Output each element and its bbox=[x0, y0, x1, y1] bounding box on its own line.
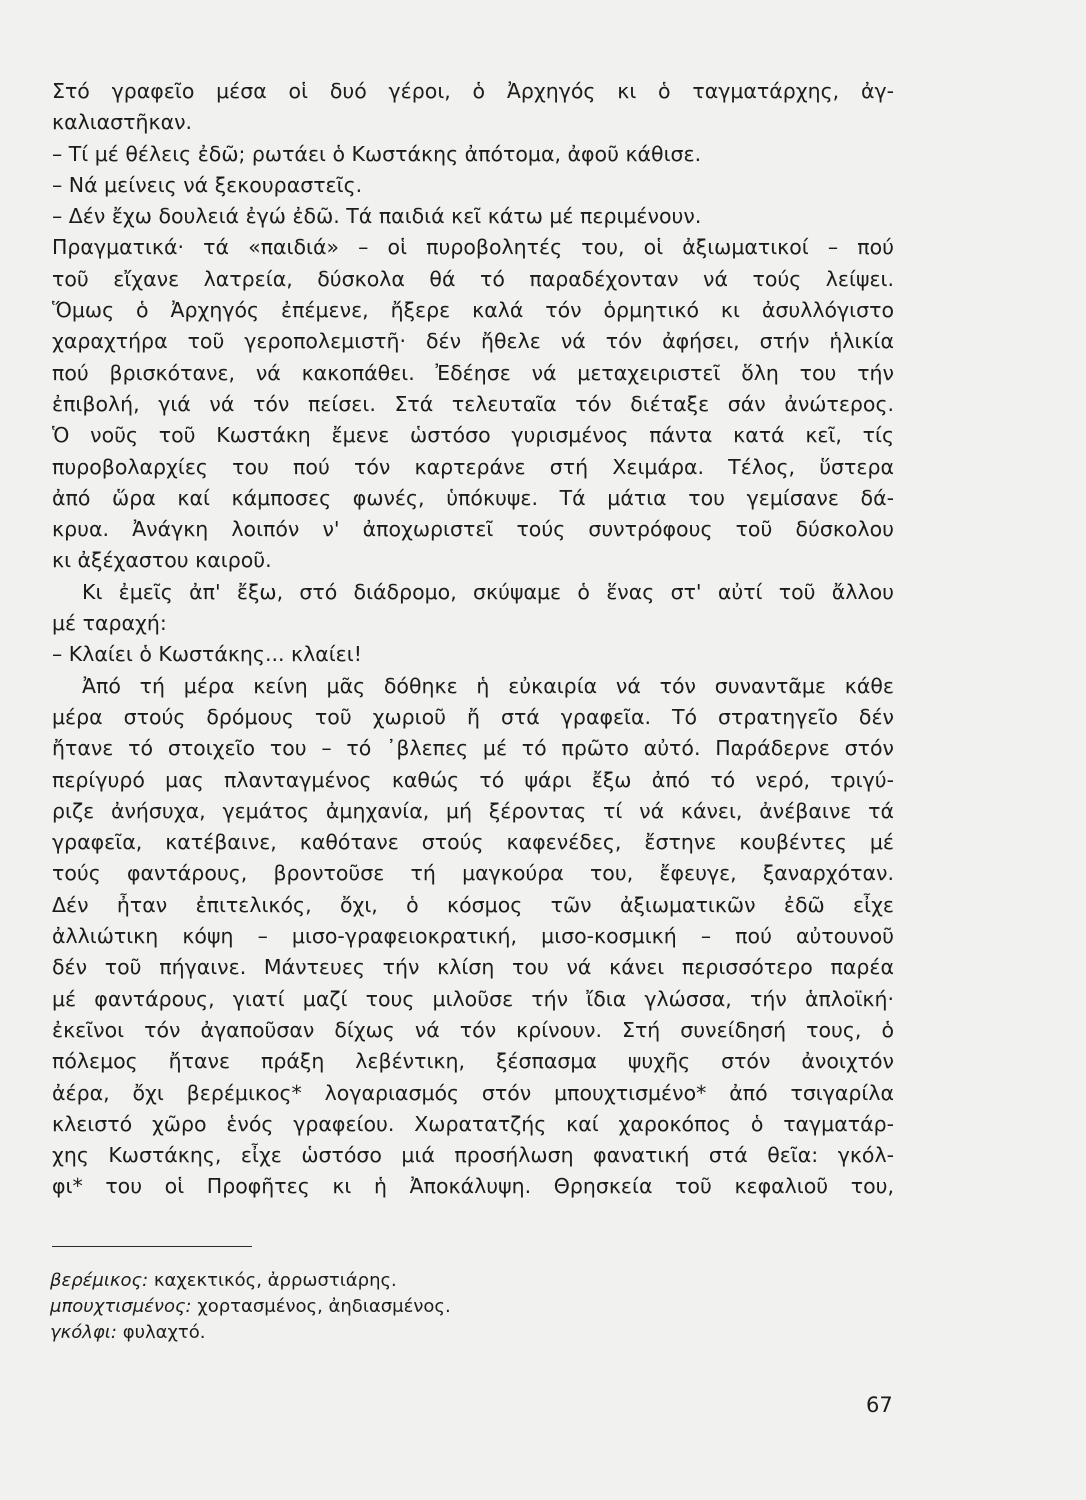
text-line: μέ ταραχή: bbox=[52, 611, 167, 636]
text-line: – Τί μέ θέλεις ἐδῶ; ρωτάει ὁ Κωστάκης ἀπότομα, ἀφοῦ κάθισε. bbox=[52, 141, 702, 166]
text-line: ριζε ἀνήσυχα, γεμάτος ἀμηχανία, μή ξέροντας τί νά κάνει, ἀνέβαινε τά bbox=[52, 798, 894, 823]
text-line: μέρα στούς δρόμους τοῦ χωριοῦ ἤ στά γραφεῖα. Τό στρατηγεῖο δέν bbox=[52, 704, 894, 729]
text-line: δέν τοῦ πήγαινε. Μάντευες τήν κλίση του νά κάνει περισσότερο παρέα bbox=[52, 955, 894, 980]
footnote-term: βερέμικος: bbox=[50, 1270, 149, 1291]
text-line: ἤτανε τό στοιχεῖο του – τό ᾽βλεπες μέ τό πρῶτο αὐτό. Παράδερνε στόν bbox=[52, 736, 894, 761]
footnote-definition: φυλαχτό. bbox=[122, 1322, 206, 1343]
text-line: Ὁ νοῦς τοῦ Κωστάκη ἔμενε ὡστόσο γυρισμένος πάντα κατά κεῖ, τίς bbox=[52, 423, 894, 448]
footnote-definition: χορτασμένος, ἀηδιασμένος. bbox=[197, 1296, 451, 1317]
text-line: ἐκεῖνοι τόν ἀγαποῦσαν δίχως νά τόν κρίνουν. Στή συνείδησή τους, ὁ bbox=[52, 1017, 894, 1042]
footnote-definition: καχεκτικός, ἀρρωστιάρης. bbox=[153, 1270, 397, 1291]
text-line: καλιαστῆκαν. bbox=[52, 110, 193, 135]
text-line: φι* του οἱ Προφῆτες κι ἡ Ἀποκάλυψη. Θρησκεία τοῦ κεφαλιοῦ του, bbox=[52, 1174, 894, 1199]
text-line: Ὅμως ὁ Ἀρχηγός ἐπέμενε, ἤξερε καλά τόν ὁρμητικό κι ἀσυλλόγιστο bbox=[52, 298, 894, 323]
text-line: πυροβολαρχίες του πού τόν καρτεράνε στή Χειμάρα. Τέλος, ὕστερα bbox=[52, 454, 894, 479]
footnote bbox=[50, 1268, 750, 1294]
text-line: – Κλαίει ὁ Κωστάκης... κλαίει! bbox=[52, 642, 362, 667]
text-line: Ἀπό τή μέρα κείνη μᾶς δόθηκε ἡ εὐκαιρία νά τόν συναντᾶμε κάθε bbox=[82, 673, 894, 698]
text-line: χαραχτήρα τοῦ γεροπολεμιστῆ· δέν ἤθελε νά τόν ἀφήσει, στήν ἡλικία bbox=[52, 329, 894, 354]
text-line: – Νά μείνεις νά ξεκουραστεῖς. bbox=[52, 172, 363, 197]
text-line: ἀέρα, ὄχι βερέμικος* λογαριασμός στόν μπουχτισμένο* ἀπό τσιγαρίλα bbox=[52, 1080, 894, 1105]
footnote bbox=[50, 1294, 750, 1320]
text-line: ἀλλιώτικη κόψη – μισο-γραφειοκρατική, μισο-κοσμική – πού αὐτουνοῦ bbox=[52, 924, 894, 949]
text-line: Στό γραφεῖο μέσα οἱ δυό γέροι, ὁ Ἀρχηγός κι ὁ ταγματάρχης, ἀγ- bbox=[52, 79, 894, 103]
text-line: πόλεμος ἤτανε πράξη λεβέντικη, ξέσπασμα ψυχῆς στόν ἀνοιχτόν bbox=[52, 1049, 894, 1074]
text-line: κρυα. Ἀνάγκη λοιπόν ν' ἀποχωριστεῖ τούς συντρόφους τοῦ δύσκολου bbox=[52, 517, 894, 542]
text-line: κι ἀξέχαστου καιροῦ. bbox=[52, 548, 272, 573]
text-line: χης Κωστάκης, εἶχε ὡστόσο μιά προσήλωση φανατική στά θεῖα: γκόλ- bbox=[52, 1143, 894, 1168]
page-number: 67 bbox=[866, 1393, 893, 1417]
text-line: πού βρισκότανε, νά κακοπάθει. Ἐδέησε νά μεταχειριστεῖ ὅλη του τήν bbox=[52, 360, 894, 385]
text-line: περίγυρό μας πλανταγμένος καθώς τό ψάρι ἔξω ἀπό τό νερό, τριγύ- bbox=[52, 767, 894, 792]
text-line: τοῦ εἴχανε λατρεία, δύσκολα θά τό παραδέχονταν νά τούς λείψει. bbox=[52, 266, 894, 291]
text-line: Δέν ἦταν ἐπιτελικός, ὄχι, ὁ κόσμος τῶν ἀξιωματικῶν ἐδῶ εἶχε bbox=[52, 892, 894, 917]
text-line: Πραγματικά· τά «παιδιά» – οἱ πυροβολητές του, οἱ ἀξιωματικοί – πού bbox=[52, 235, 894, 260]
footnote-divider bbox=[52, 1246, 252, 1247]
footnote-term: γκόλφι: bbox=[50, 1322, 117, 1343]
text-line: ἐπιβολή, γιά νά τόν πείσει. Στά τελευταῖα τόν διέταξε σάν ἀνώτερος. bbox=[52, 391, 894, 416]
text-line: ἀπό ὥρα καί κάμποσες φωνές, ὑπόκυψε. Τά μάτια του γεμίσανε δά- bbox=[52, 485, 894, 510]
text-line: μέ φαντάρους, γιατί μαζί τους μιλοῦσε τήν ἴδια γλώσσα, τήν ἁπλοϊκή· bbox=[52, 986, 894, 1011]
footnote bbox=[50, 1320, 750, 1346]
text-line: κλειστό χῶρο ἑνός γραφείου. Χωρατατζής καί χαροκόπος ὁ ταγματάρ- bbox=[52, 1111, 894, 1136]
text-line: τούς φαντάρους, βροντοῦσε τή μαγκούρα του, ἔφευγε, ξαναρχόταν. bbox=[52, 861, 894, 886]
footnote-term: μπουχτισμένος: bbox=[50, 1296, 192, 1317]
footnotes bbox=[50, 1268, 750, 1346]
body-text bbox=[52, 76, 894, 1203]
text-line: – Δέν ἔχω δουλειά ἐγώ ἐδῶ. Τά παιδιά κεῖ κάτω μέ περιμένουν. bbox=[52, 204, 702, 229]
text-line: γραφεῖα, κατέβαινε, καθότανε στούς καφενέδες, ἔστηνε κουβέντες μέ bbox=[52, 830, 894, 855]
text-line: Κι ἐμεῖς ἀπ' ἔξω, στό διάδρομο, σκύψαμε ὁ ἕνας στ' αὐτί τοῦ ἄλλου bbox=[82, 579, 894, 604]
